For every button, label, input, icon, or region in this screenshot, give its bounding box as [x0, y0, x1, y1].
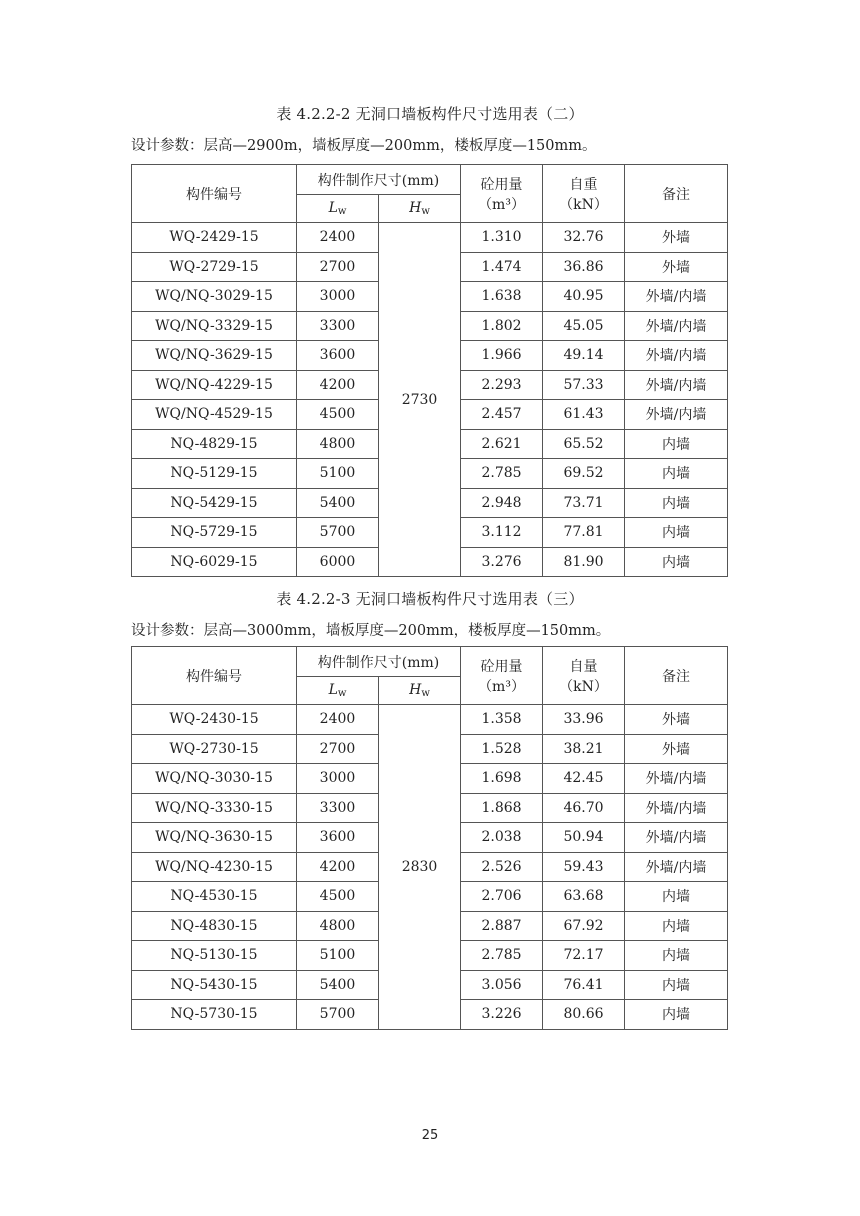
- cell-lw: 3300: [297, 793, 379, 823]
- cell-lw: 5100: [297, 941, 379, 971]
- cell-concrete-volume: 2.293: [461, 370, 543, 400]
- cell-component-id: NQ-5730-15: [132, 1000, 297, 1030]
- cell-self-weight: 46.70: [543, 793, 625, 823]
- page-number: 25: [421, 1128, 439, 1143]
- cell-concrete-volume: 3.276: [461, 547, 543, 577]
- cell-lw: 4200: [297, 370, 379, 400]
- cell-lw: 4200: [297, 852, 379, 882]
- cell-remarks: 外墙: [625, 223, 728, 253]
- header-hw-symbol: H: [409, 200, 422, 216]
- header-volume-label: 砼用量: [480, 176, 523, 193]
- cell-concrete-volume: 2.706: [461, 882, 543, 912]
- cell-hw-merged: 2830: [379, 705, 461, 1030]
- cell-self-weight: 72.17: [543, 941, 625, 971]
- cell-lw: 5700: [297, 1000, 379, 1030]
- header-hw-subscript: w: [421, 688, 430, 699]
- cell-component-id: WQ/NQ-4230-15: [132, 852, 297, 882]
- cell-self-weight: 80.66: [543, 1000, 625, 1030]
- header-component-id: 构件编号: [132, 647, 297, 705]
- header-component-id: 构件编号: [132, 165, 297, 223]
- cell-self-weight: 65.52: [543, 429, 625, 459]
- cell-self-weight: 45.05: [543, 311, 625, 341]
- cell-lw: 4500: [297, 882, 379, 912]
- header-self-weight: [543, 165, 625, 223]
- component-size-table: [131, 646, 728, 1030]
- cell-remarks: 内墙: [625, 941, 728, 971]
- cell-concrete-volume: 2.621: [461, 429, 543, 459]
- cell-lw: 3000: [297, 764, 379, 794]
- cell-self-weight: 63.68: [543, 882, 625, 912]
- cell-self-weight: 42.45: [543, 764, 625, 794]
- cell-component-id: NQ-5129-15: [132, 459, 297, 489]
- cell-self-weight: 81.90: [543, 547, 625, 577]
- cell-remarks: 外墙: [625, 734, 728, 764]
- cell-self-weight: 59.43: [543, 852, 625, 882]
- cell-concrete-volume: 1.966: [461, 341, 543, 371]
- cell-concrete-volume: 1.474: [461, 252, 543, 282]
- header-volume-unit: （m³）: [478, 678, 525, 695]
- table-body: [132, 223, 728, 577]
- cell-concrete-volume: 2.038: [461, 823, 543, 853]
- header-concrete-volume: [461, 165, 543, 223]
- cell-concrete-volume: 2.457: [461, 400, 543, 430]
- cell-component-id: WQ/NQ-3629-15: [132, 341, 297, 371]
- cell-component-id: WQ-2729-15: [132, 252, 297, 282]
- cell-component-id: WQ/NQ-3030-15: [132, 764, 297, 794]
- cell-concrete-volume: 3.056: [461, 970, 543, 1000]
- cell-lw: 5400: [297, 488, 379, 518]
- header-lw-subscript: w: [337, 206, 347, 217]
- header-weight-label: 自重: [569, 176, 598, 193]
- header-volume-label: 砼用量: [480, 658, 523, 675]
- cell-remarks: 外墙/内墙: [625, 764, 728, 794]
- cell-component-id: NQ-4830-15: [132, 911, 297, 941]
- cell-lw: 6000: [297, 547, 379, 577]
- cell-lw: 4500: [297, 400, 379, 430]
- design-parameters: 设计参数：层高—3000mm，墙板厚度—200mm，楼板厚度—150mm。: [131, 623, 611, 639]
- cell-remarks: 外墙/内墙: [625, 823, 728, 853]
- cell-self-weight: 33.96: [543, 705, 625, 735]
- component-size-table: [131, 164, 728, 577]
- cell-component-id: WQ/NQ-3330-15: [132, 793, 297, 823]
- header-lw-symbol: L: [328, 682, 338, 698]
- cell-remarks: 外墙/内墙: [625, 370, 728, 400]
- cell-self-weight: 32.76: [543, 223, 625, 253]
- cell-component-id: WQ-2429-15: [132, 223, 297, 253]
- table-caption: 表 4.2.2-3 无洞口墙板构件尺寸选用表（三）: [276, 590, 584, 608]
- cell-self-weight: 77.81: [543, 518, 625, 548]
- cell-component-id: NQ-5729-15: [132, 518, 297, 548]
- cell-concrete-volume: 1.802: [461, 311, 543, 341]
- header-volume-unit: （m³）: [478, 196, 525, 213]
- header-lw-symbol: L: [328, 200, 338, 216]
- header-remarks: 备注: [625, 165, 728, 223]
- cell-self-weight: 69.52: [543, 459, 625, 489]
- header-concrete-volume: [461, 647, 543, 705]
- cell-concrete-volume: 3.112: [461, 518, 543, 548]
- cell-remarks: 内墙: [625, 882, 728, 912]
- header-self-weight: [543, 647, 625, 705]
- header-lw: [297, 677, 379, 705]
- cell-self-weight: 49.14: [543, 341, 625, 371]
- header-weight-unit: （kN）: [559, 678, 608, 695]
- header-weight-label: 自量: [569, 658, 598, 675]
- cell-lw: 2400: [297, 223, 379, 253]
- cell-lw: 4800: [297, 911, 379, 941]
- cell-remarks: 外墙/内墙: [625, 793, 728, 823]
- cell-concrete-volume: 1.638: [461, 282, 543, 312]
- cell-remarks: 外墙/内墙: [625, 400, 728, 430]
- header-hw: [379, 677, 461, 705]
- cell-remarks: 内墙: [625, 970, 728, 1000]
- cell-lw: 2700: [297, 734, 379, 764]
- cell-concrete-volume: 1.358: [461, 705, 543, 735]
- cell-lw: 5400: [297, 970, 379, 1000]
- cell-component-id: WQ/NQ-3329-15: [132, 311, 297, 341]
- cell-lw: 3600: [297, 823, 379, 853]
- header-lw: [297, 195, 379, 223]
- cell-hw-merged: 2730: [379, 223, 461, 577]
- cell-remarks: 外墙/内墙: [625, 341, 728, 371]
- cell-remarks: 外墙/内墙: [625, 852, 728, 882]
- table-caption: 表 4.2.2-2 无洞口墙板构件尺寸选用表（二）: [276, 105, 584, 123]
- cell-remarks: 内墙: [625, 488, 728, 518]
- cell-component-id: NQ-5430-15: [132, 970, 297, 1000]
- cell-component-id: NQ-5130-15: [132, 941, 297, 971]
- cell-lw: 2700: [297, 252, 379, 282]
- cell-remarks: 内墙: [625, 547, 728, 577]
- cell-self-weight: 76.41: [543, 970, 625, 1000]
- cell-component-id: WQ-2730-15: [132, 734, 297, 764]
- cell-self-weight: 38.21: [543, 734, 625, 764]
- header-weight-unit: （kN）: [559, 196, 608, 213]
- cell-concrete-volume: 2.948: [461, 488, 543, 518]
- cell-self-weight: 61.43: [543, 400, 625, 430]
- cell-remarks: 外墙/内墙: [625, 282, 728, 312]
- cell-component-id: NQ-6029-15: [132, 547, 297, 577]
- cell-concrete-volume: 2.785: [461, 941, 543, 971]
- cell-lw: 5700: [297, 518, 379, 548]
- cell-remarks: 内墙: [625, 1000, 728, 1030]
- header-size-group: 构件制作尺寸(mm): [297, 165, 461, 195]
- cell-self-weight: 73.71: [543, 488, 625, 518]
- header-remarks: 备注: [625, 647, 728, 705]
- cell-remarks: 外墙/内墙: [625, 311, 728, 341]
- cell-component-id: NQ-5429-15: [132, 488, 297, 518]
- cell-remarks: 内墙: [625, 459, 728, 489]
- cell-remarks: 外墙: [625, 252, 728, 282]
- cell-remarks: 内墙: [625, 911, 728, 941]
- cell-component-id: WQ/NQ-3630-15: [132, 823, 297, 853]
- cell-component-id: NQ-4829-15: [132, 429, 297, 459]
- cell-self-weight: 50.94: [543, 823, 625, 853]
- design-parameters: 设计参数：层高—2900m，墙板厚度—200mm，楼板厚度—150mm。: [131, 138, 597, 154]
- cell-remarks: 外墙: [625, 705, 728, 735]
- cell-lw: 2400: [297, 705, 379, 735]
- cell-remarks: 内墙: [625, 429, 728, 459]
- cell-concrete-volume: 3.226: [461, 1000, 543, 1030]
- header-hw: [379, 195, 461, 223]
- table-row: [132, 705, 728, 735]
- cell-concrete-volume: 1.310: [461, 223, 543, 253]
- table-row: [132, 223, 728, 253]
- cell-lw: 3600: [297, 341, 379, 371]
- cell-self-weight: 57.33: [543, 370, 625, 400]
- cell-component-id: NQ-4530-15: [132, 882, 297, 912]
- cell-concrete-volume: 1.868: [461, 793, 543, 823]
- cell-lw: 5100: [297, 459, 379, 489]
- cell-concrete-volume: 2.785: [461, 459, 543, 489]
- cell-self-weight: 67.92: [543, 911, 625, 941]
- cell-concrete-volume: 1.528: [461, 734, 543, 764]
- table-body: [132, 705, 728, 1030]
- cell-component-id: WQ/NQ-4229-15: [132, 370, 297, 400]
- header-lw-subscript: w: [337, 688, 347, 699]
- cell-self-weight: 36.86: [543, 252, 625, 282]
- header-size-group: 构件制作尺寸(mm): [297, 647, 461, 677]
- cell-component-id: WQ-2430-15: [132, 705, 297, 735]
- cell-component-id: WQ/NQ-4529-15: [132, 400, 297, 430]
- cell-remarks: 内墙: [625, 518, 728, 548]
- header-hw-symbol: H: [409, 682, 422, 698]
- cell-component-id: WQ/NQ-3029-15: [132, 282, 297, 312]
- cell-lw: 3000: [297, 282, 379, 312]
- header-hw-subscript: w: [421, 206, 430, 217]
- cell-lw: 3300: [297, 311, 379, 341]
- cell-lw: 4800: [297, 429, 379, 459]
- cell-concrete-volume: 2.526: [461, 852, 543, 882]
- cell-concrete-volume: 2.887: [461, 911, 543, 941]
- cell-concrete-volume: 1.698: [461, 764, 543, 794]
- cell-self-weight: 40.95: [543, 282, 625, 312]
